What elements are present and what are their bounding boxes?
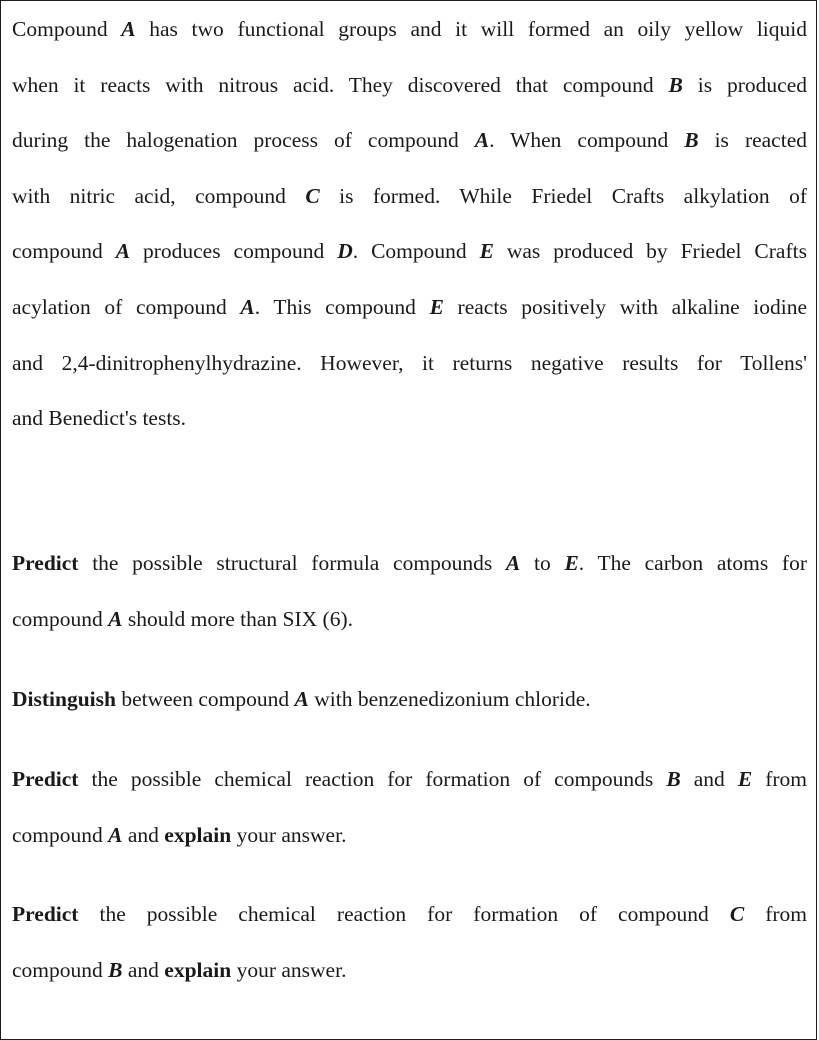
text-line [12, 292, 807, 348]
emphasis-text: A [240, 294, 255, 319]
text-line [12, 820, 807, 876]
text-segment: the possible chemical reaction for formation of compound [78, 902, 730, 926]
text-segment: from [752, 767, 807, 791]
emphasis-text: Predict [12, 767, 79, 791]
emphasis-text: E [564, 551, 579, 575]
text-segment: acylation of compound [12, 294, 241, 319]
question-structural-formula [12, 548, 807, 659]
text-segment: to [520, 551, 565, 575]
emphasis-text: B [684, 128, 699, 153]
text-line [12, 548, 807, 604]
emphasis-text: explain [164, 822, 232, 847]
emphasis-text: E [737, 767, 753, 791]
emphasis-text: Distinguish [12, 687, 116, 711]
text-segment: your answer. [231, 822, 347, 847]
emphasis-text: Predict [12, 902, 79, 926]
emphasis-text: explain [164, 957, 232, 982]
intro-paragraph [12, 14, 807, 459]
text-segment: produces compound [130, 239, 338, 264]
text-line [12, 348, 807, 404]
text-line [12, 181, 807, 237]
question-formation-c [12, 899, 807, 1010]
emphasis-text: A [108, 822, 123, 847]
text-segment: from [744, 902, 808, 926]
emphasis-text: B [108, 957, 123, 982]
text-segment: compound [12, 822, 109, 847]
text-segment: and 2,4-dinitrophenylhydrazine. However, it returns negative results for Tollens' [12, 350, 807, 375]
text-segment: when it reacts with nitrous acid. They discovered that compound [12, 72, 669, 97]
text-segment: the possible chemical reaction for formation of compounds [78, 767, 667, 791]
text-line [12, 14, 807, 70]
text-segment: compound [12, 239, 116, 264]
text-segment: during the halogenation process of compound [12, 128, 475, 153]
text-segment: . Compound [352, 239, 480, 264]
text-segment: is reacted [698, 128, 807, 153]
text-line [12, 764, 807, 820]
question-formation-b-e [12, 764, 807, 875]
text-line [12, 125, 807, 181]
emphasis-text: D [337, 239, 353, 264]
text-segment: with nitric acid, compound [12, 183, 306, 208]
emphasis-text: A [115, 239, 131, 264]
emphasis-text: B [666, 767, 681, 791]
emphasis-text: C [729, 902, 745, 926]
text-line [12, 684, 807, 740]
emphasis-text: E [479, 239, 494, 264]
text-segment: compound [12, 957, 109, 982]
text-segment: is formed. While Friedel Crafts alkylation of [319, 183, 808, 208]
text-segment: your answer. [231, 957, 347, 982]
text-segment: has two functional groups and it will formed an oily yellow liquid [135, 17, 807, 41]
emphasis-text: A [474, 128, 490, 153]
text-line [12, 955, 807, 1011]
text-line [12, 236, 807, 292]
emphasis-text: E [429, 294, 444, 319]
emphasis-text: C [305, 183, 320, 208]
emphasis-text: A [121, 17, 136, 41]
text-segment: is produced [682, 72, 807, 97]
text-line [12, 403, 807, 459]
text-segment: . The carbon atoms for [578, 551, 807, 575]
text-segment: Compound [12, 17, 122, 41]
text-segment: and [680, 767, 738, 791]
text-segment: and [122, 822, 165, 847]
text-line [12, 70, 807, 126]
text-line [12, 899, 807, 955]
emphasis-text: A [505, 551, 521, 575]
text-segment: compound [12, 606, 109, 631]
text-segment: should more than SIX (6). [122, 606, 353, 631]
emphasis-text: A [108, 606, 123, 631]
question-distinguish [12, 684, 807, 740]
text-segment: . This compound [254, 294, 430, 319]
text-line [12, 604, 807, 660]
emphasis-text: A [294, 687, 309, 711]
text-segment: reacts positively with alkaline iodine [443, 294, 807, 319]
text-segment: . When compound [489, 128, 685, 153]
emphasis-text: B [668, 72, 683, 97]
text-segment: between compound [115, 687, 295, 711]
emphasis-text: Predict [12, 551, 79, 575]
text-segment: with benzenedizonium chloride. [308, 687, 591, 711]
text-segment: and [122, 957, 165, 982]
text-segment: and Benedict's tests. [12, 406, 187, 431]
text-segment: was produced by Friedel Crafts [493, 239, 807, 264]
text-segment: the possible structural formula compounds [78, 551, 506, 575]
